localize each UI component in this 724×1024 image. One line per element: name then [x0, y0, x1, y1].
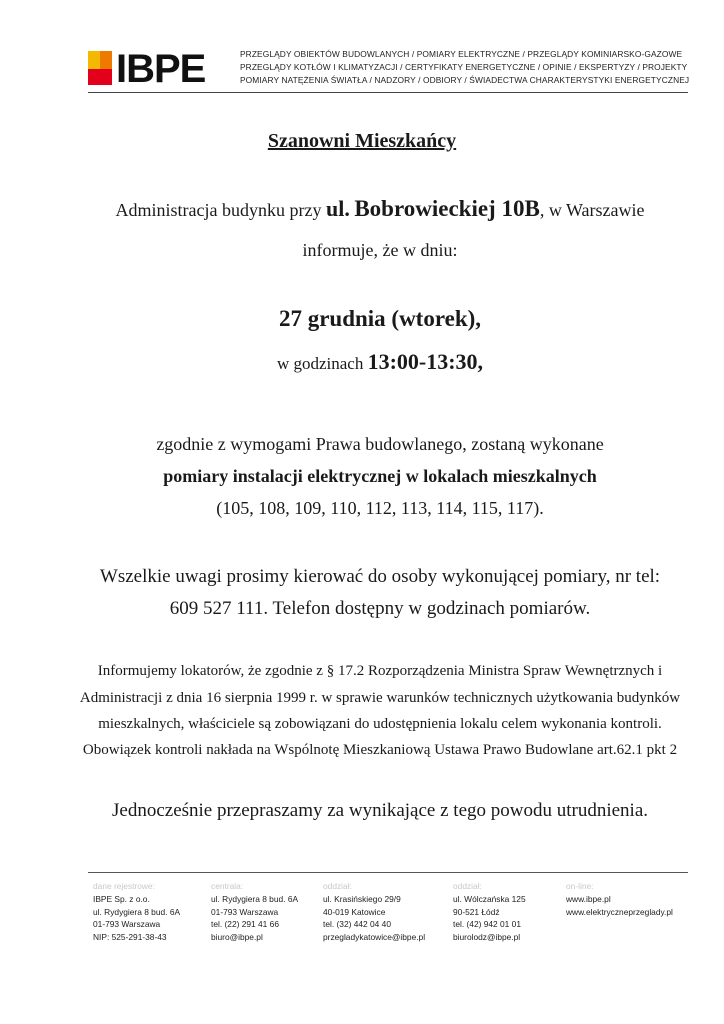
footer-line: ul. Rydygiera 8 bud. 6A [211, 893, 299, 904]
law-line: zgodnie z wymogami Prawa budowlanego, zostaną wykonane [156, 434, 604, 454]
admin-prefix: Administracja budynku przy [115, 200, 326, 220]
admin-line [0, 196, 724, 222]
footer-line: 40-019 Katowice [323, 906, 386, 917]
regulation-line: mieszkalnych, właściciele są zobowiązani do udostępnienia lokalu celem wykonania kontroli. [98, 716, 662, 732]
street-prefix: ul. [325, 196, 350, 221]
footer-line: ul. Wólczańska 125 [453, 893, 526, 904]
services-line: PRZEGLĄDY KOTŁÓW I KLIMATYZACJI / CERTYFIKATY ENERGETYCZNE / OPINIE / EKSPERTYZY / PROJEKTY [240, 62, 688, 72]
footer-line: ul. Rydygiera 8 bud. 6A [93, 906, 181, 917]
footer-website-link[interactable]: www.elektryczneprzeglady.pl [566, 906, 673, 917]
contact-line: Wszelkie uwagi prosimy kierować do osoby wykonującej pomiary, nr tel: [99, 566, 661, 587]
footer-column-lodz [453, 880, 526, 944]
services-line: POMIARY NATĘŻENIA ŚWIATŁA / NADZORY / ODBIORY / ŚWIADECTWA CHARAKTERYSTYKI ENERGETYCZNEJ [240, 75, 690, 85]
footer-column-katowice [323, 880, 425, 944]
footer-column-registration [93, 880, 180, 944]
apartments-list: (105, 108, 109, 110, 112, 113, 114, 115, 117). [216, 498, 544, 518]
footer-heading: oddział: [323, 881, 352, 891]
services-line: PRZEGLĄDY OBIEKTÓW BUDOWLANYCH / POMIARY ELEKTRYCZNE / PRZEGLĄDY KOMINIARSKO-GAZOWE [240, 49, 683, 59]
footer-email-link[interactable]: biurolodz@ibpe.pl [453, 932, 521, 943]
footer-heading: dane rejestrowe: [93, 881, 155, 891]
footer-email-link[interactable]: przegladykatowice@ibpe.pl [323, 932, 426, 943]
contact-phone-line: 609 527 111. Telefon dostępny w godzinach pomiarów. [169, 598, 591, 619]
footer-website-link[interactable]: www.ibpe.pl [566, 893, 611, 904]
footer-column-online [566, 880, 673, 918]
notice-title: Szanowni Mieszkańcy [267, 130, 457, 152]
logo-square-orange [100, 51, 112, 69]
notice-date: 27 grudnia (wtorek), [278, 306, 482, 331]
footer-line: ul. Krasińskiego 29/9 [323, 893, 401, 904]
footer-heading: oddział: [453, 881, 482, 891]
hours-line [0, 349, 724, 375]
hours-prefix: w godzinach [276, 354, 368, 373]
street-name: Bobrowieckiej 10B [354, 196, 540, 221]
city-suffix: , w Warszawie [539, 200, 645, 220]
footer-line: NIP: 525-291-38-43 [93, 932, 167, 943]
company-logo [88, 49, 228, 91]
footer-divider [88, 872, 688, 873]
footer-line: 01-793 Warszawa [93, 919, 161, 930]
hours-value: 13:00-13:30, [367, 349, 484, 374]
footer-line: tel. (22) 291 41 66 [211, 919, 279, 930]
footer-column-headquarters [211, 880, 298, 944]
logo-square-red [88, 69, 112, 85]
services-list [240, 48, 690, 87]
footer-line: 90-521 Łódź [453, 906, 500, 917]
logo-text: IBPE [116, 47, 206, 91]
measurement-line: pomiary instalacji elektrycznej w lokalach mieszkalnych [163, 466, 597, 486]
footer-line: 01-793 Warszawa [211, 906, 279, 917]
footer-line: IBPE Sp. z o.o. [93, 893, 150, 904]
footer-email-link[interactable]: biuro@ibpe.pl [211, 932, 263, 943]
footer-line: tel. (42) 942 01 01 [453, 919, 521, 930]
footer-heading: centrala: [211, 881, 244, 891]
inform-line: informuje, że w dniu: [302, 240, 458, 260]
logo-square-yellow [88, 51, 100, 69]
regulation-line: Obowiązek kontroli nakłada na Wspólnotę Mieszkaniową Ustawa Prawo Budowlane art.62.1 pkt 2 [82, 742, 678, 758]
regulation-line: Informujemy lokatorów, że zgodnie z § 17.2 Rozporządzenia Ministra Spraw Wewnętrznych i [97, 663, 663, 679]
footer-line: tel. (32) 442 04 40 [323, 919, 391, 930]
footer-heading: on-line: [566, 881, 594, 891]
regulation-line: Administracji z dnia 16 sierpnia 1999 r. w sprawie warunków technicznych użytkowania budynków [79, 690, 681, 706]
header-divider [88, 92, 688, 93]
apology-line: Jednocześnie przepraszamy za wynikające z tego powodu utrudnienia. [112, 800, 648, 821]
